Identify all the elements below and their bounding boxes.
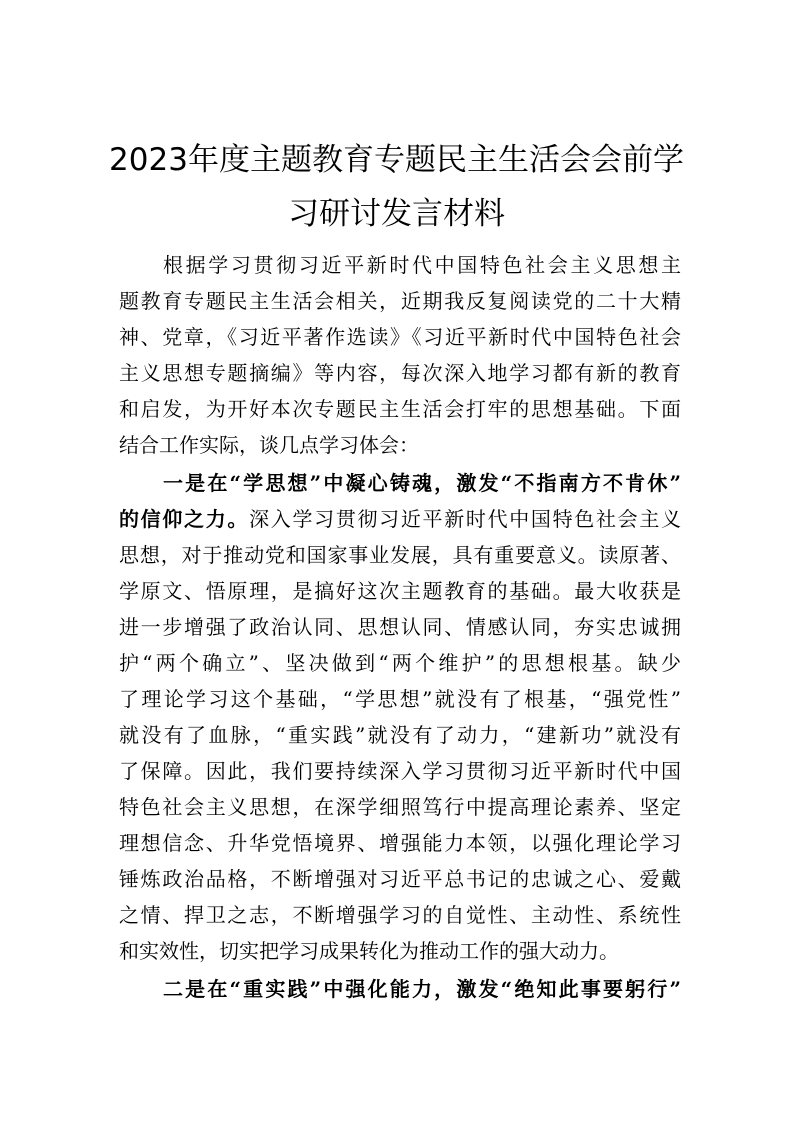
- section-2-heading: 二是在“重实践”中强化能力，激发“绝知此事要躬行”: [163, 977, 681, 1001]
- section-1-line: 就没有了血脉，“重实践”就没有了动力，“建新功”就没有: [119, 723, 681, 747]
- section-1-line: 了保障。因此，我们要持续深入学习贯彻习近平新时代中国: [119, 759, 681, 783]
- section-1-line: 进一步增强了政治认同、思想认同、情感认同，夯实忠诚拥: [119, 615, 681, 639]
- section-1-line: 学原文、悟原理，是搞好这次主题教育的基础。最大收获是: [119, 579, 681, 603]
- section-1-line: 特色社会主义思想，在深学细照笃行中提高理论素养、坚定: [119, 795, 681, 819]
- document-title-line-1: 2023年度主题教育专题民主生活会会前学: [109, 142, 684, 178]
- section-1-line: 之情、捍卫之志，不断增强学习的自觉性、主动性、系统性: [119, 903, 681, 927]
- intro-line: 结合工作实际，谈几点学习体会：: [119, 433, 419, 457]
- section-1-heading-end: 的信仰之力。: [119, 507, 250, 531]
- section-1-heading: 一是在“学思想”中凝心铸魂，激发“不指南方不肯休”: [163, 471, 681, 495]
- section-1-line: 护“两个确立”、坚决做到“两个维护”的思想根基。缺少: [119, 651, 681, 675]
- document-title-line-2: 习研讨发言材料: [288, 196, 505, 232]
- intro-line: 主义思想专题摘编》等内容，每次深入地学习都有新的教育: [119, 361, 681, 385]
- intro-line: 题教育专题民主生活会相关，近期我反复阅读党的二十大精: [119, 289, 681, 313]
- section-1-line: 理想信念、升华党悟境界、增强能力本领，以强化理论学习: [119, 831, 681, 855]
- section-1-line: 和实效性，切实把学习成果转化为推动工作的强大动力。: [119, 939, 619, 963]
- intro-line: 根据学习贯彻习近平新时代中国特色社会主义思想主: [163, 253, 681, 277]
- section-1-line: 锤炼政治品格，不断增强对习近平总书记的忠诚之心、爱戴: [119, 867, 681, 891]
- section-1-line-2: [119, 501, 681, 537]
- intro-line: 和启发，为开好本次专题民主生活会打牢的思想基础。下面: [119, 397, 681, 421]
- intro-line: 神、党章，《习近平著作选读》《习近平新时代中国特色社会: [119, 325, 681, 349]
- section-1-line-2-text: 深入学习贯彻习近平新时代中国特色社会主义: [249, 507, 682, 531]
- section-1-line: 思想，对于推动党和国家事业发展，具有重要意义。读原著、: [119, 543, 681, 567]
- section-1-line: 了理论学习这个基础，“学思想”就没有了根基，“强党性”: [119, 687, 681, 711]
